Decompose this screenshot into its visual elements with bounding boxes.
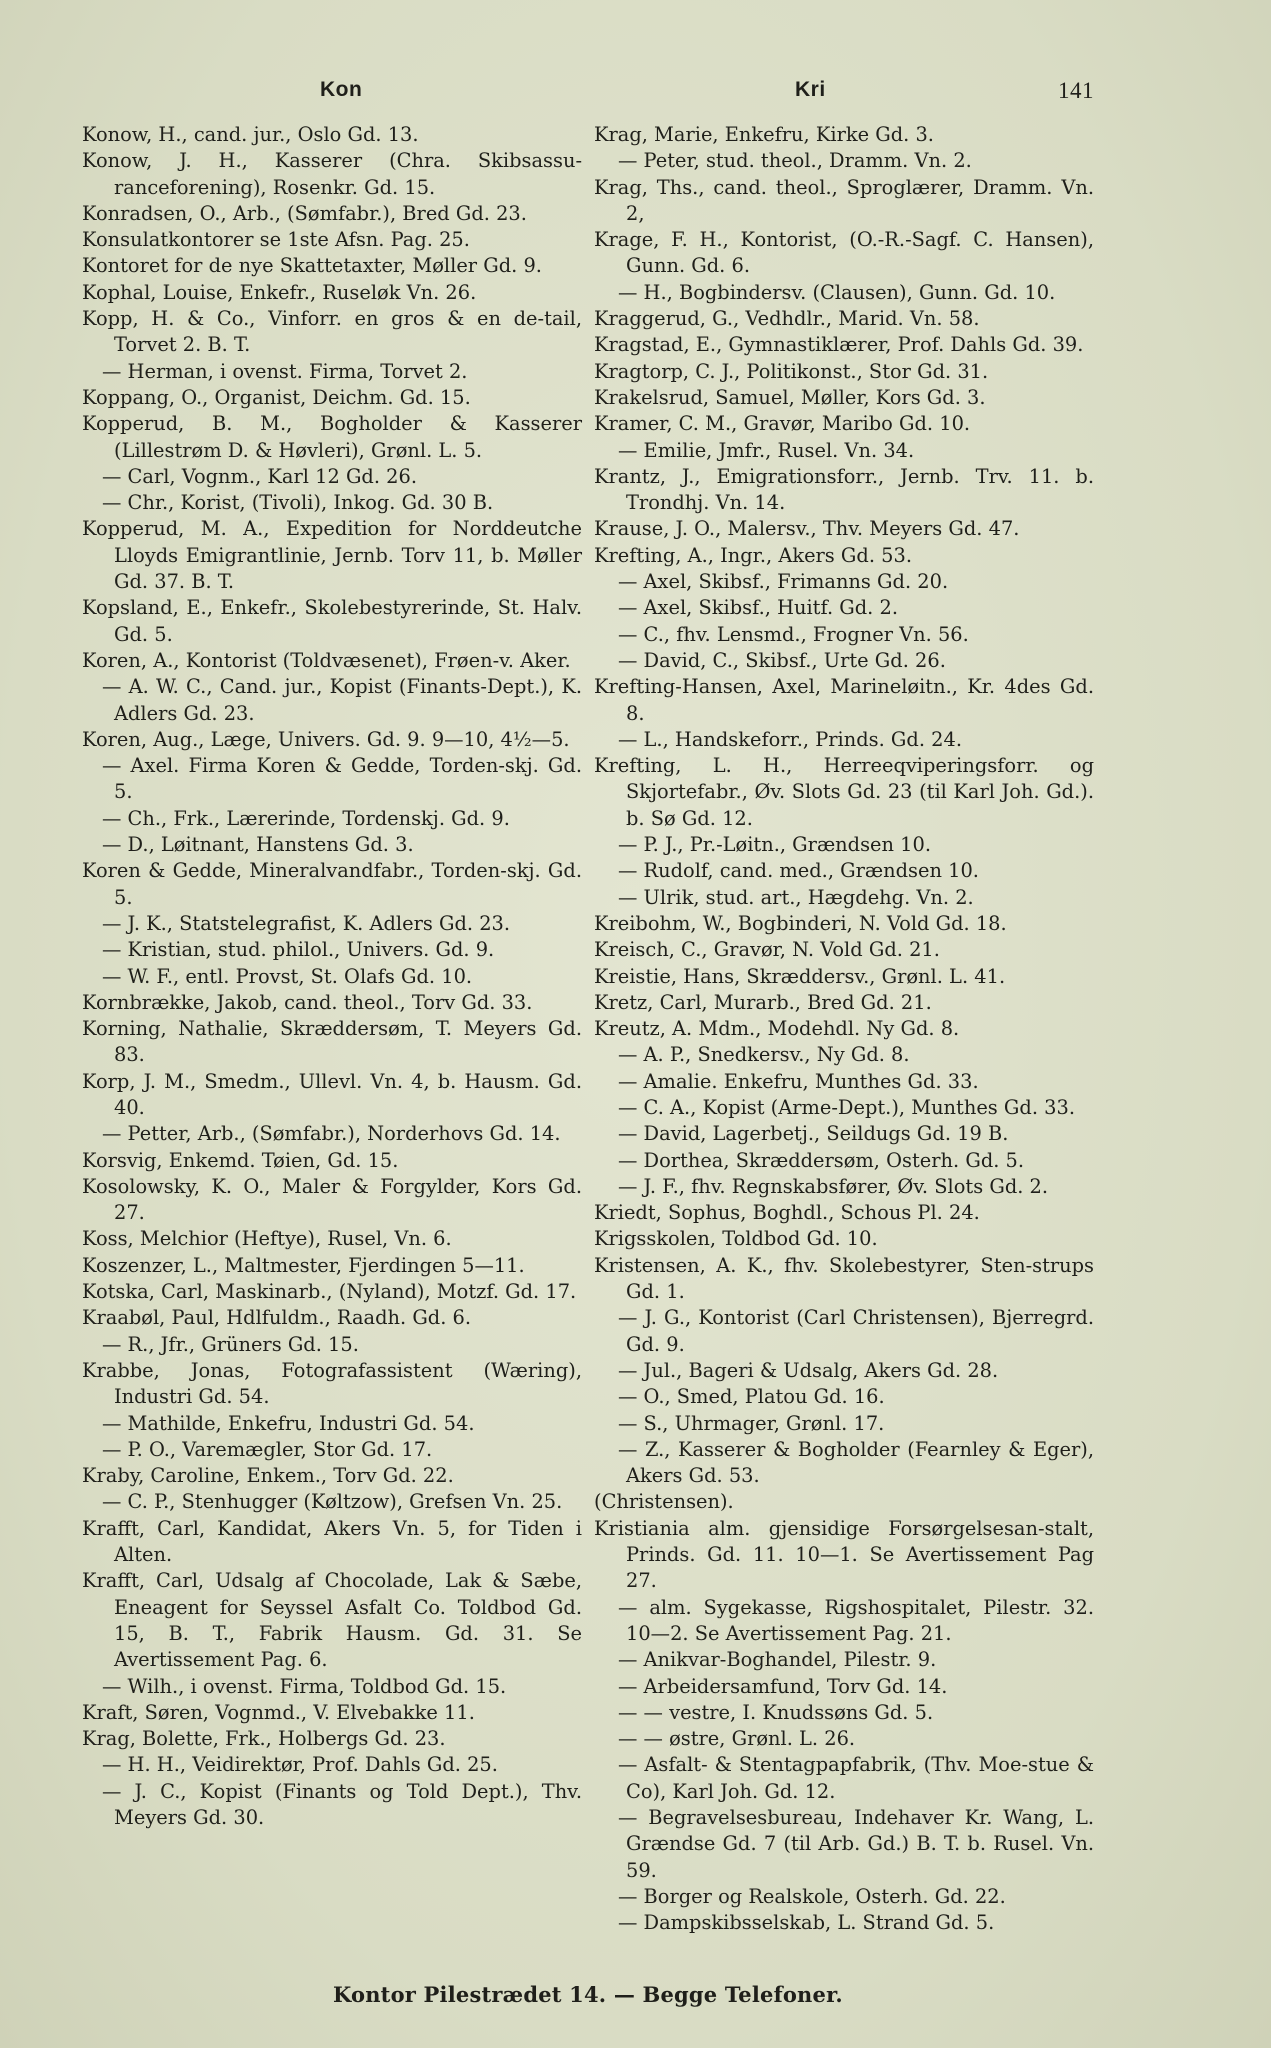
directory-entry: Kramer, C. M., Gravør, Maribo Gd. 10. xyxy=(594,412,971,436)
directory-entry: — C. P., Stenhugger (Køltzow), Grefsen Vn. 25. xyxy=(102,1490,563,1514)
directory-entry: Konradsen, O., Arb., (Sømfabr.), Bred Gd. 23. xyxy=(82,201,527,225)
directory-entry: — C., fhv. Lensmd., Frogner Vn. 56. xyxy=(618,622,969,646)
directory-entry: Krefting, A., Ingr., Akers Gd. 53. xyxy=(594,543,912,567)
directory-entry: — alm. Sygekasse, Rigshospitalet, Pilestr. 32. 10—2. Se Avertissement Pag. 21. xyxy=(618,1595,1094,1645)
directory-entry: Korning, Nathalie, Skræddersøm, T. Meyers Gd. 83. xyxy=(82,1017,582,1067)
directory-entry: Krag, Marie, Enkefru, Kirke Gd. 3. xyxy=(594,123,934,146)
directory-entry: — Arbeidersamfund, Torv Gd. 14. xyxy=(618,1674,948,1698)
directory-entry: — Carl, Vognm., Karl 12 Gd. 26. xyxy=(102,464,418,488)
directory-entry: Koszenzer, L., Maltmester, Fjerdingen 5—11. xyxy=(82,1253,525,1277)
directory-entry: — David, C., Skibsf., Urte Gd. 26. xyxy=(618,648,946,672)
directory-entry: — — vestre, I. Knudssøns Gd. 5. xyxy=(618,1700,934,1724)
directory-entry: — Begravelsesbureau, Indehaver Kr. Wang, L. Grændse Gd. 7 (til Arb. Gd.) B. T. b. Rusel. Vn. 59. xyxy=(618,1806,1094,1882)
directory-entry: — Z., Kasserer & Bogholder (Fearnley & Eger), Akers Gd. 53. xyxy=(618,1437,1094,1488)
directory-entry: — Peter, stud. theol., Dramm. Vn. 2. xyxy=(618,149,972,173)
running-head-right: Kri xyxy=(795,78,826,101)
directory-entry: Kragtorp, C. J., Politikonst., Stor Gd. 31. xyxy=(594,359,989,383)
directory-entry: — David, Lagerbetj., Seildugs Gd. 19 B. xyxy=(618,1122,1009,1146)
directory-entry: — Herman, i ovenst. Firma, Torvet 2. xyxy=(102,359,468,383)
directory-entry: Koren & Gedde, Mineralvandfabr., Torden-skj. Gd. 5. xyxy=(82,859,582,909)
directory-entry: Kreisch, C., Gravør, N. Vold Gd. 21. xyxy=(594,938,940,962)
directory-entry: — Mathilde, Enkefru, Industri Gd. 54. xyxy=(102,1411,475,1435)
directory-entry: Kopperud, B. M., Bogholder & Kasserer (Lillestrøm D. & Høvleri), Grønl. L. 5. xyxy=(82,412,582,462)
directory-entry: — Jul., Bageri & Udsalg, Akers Gd. 28. xyxy=(618,1358,999,1382)
directory-entry: Konsulatkontorer se 1ste Afsn. Pag. 25. xyxy=(82,228,470,252)
directory-entry: — H. H., Veidirektør, Prof. Dahls Gd. 25. xyxy=(102,1753,498,1777)
directory-entry: Kreibohm, W., Bogbinderi, N. Vold Gd. 18. xyxy=(594,911,1007,935)
directory-entry: — Kristian, stud. philol., Univers. Gd. 9. xyxy=(102,938,495,962)
directory-entry: — Ulrik, stud. art., Hægdehg. Vn. 2. xyxy=(618,885,974,909)
directory-entry: Krefting-Hansen, Axel, Marineløitn., Kr. 4des Gd. 8. xyxy=(594,675,1094,725)
directory-entry: — J. K., Statstelegrafist, K. Adlers Gd. 23. xyxy=(102,911,511,935)
directory-entry: Kophal, Louise, Enkefr., Ruseløk Vn. 26. xyxy=(82,280,477,304)
directory-entry: (Christensen). xyxy=(594,1490,734,1514)
directory-entry: — J. F., fhv. Regnskabsfører, Øv. Slots Gd. 2. xyxy=(618,1174,1049,1198)
directory-entry: — Emilie, Jmfr., Rusel. Vn. 34. xyxy=(618,438,915,462)
directory-entry: — Anikvar-Boghandel, Pilestr. 9. xyxy=(618,1648,937,1672)
directory-entry: — D., Løitnant, Hanstens Gd. 3. xyxy=(102,833,414,857)
directory-entry: Koren, Aug., Læge, Univers. Gd. 9. 9—10, 4½—5. xyxy=(82,727,570,751)
directory-entry: Krag, Ths., cand. theol., Sproglærer, Dramm. Vn. 2, xyxy=(594,175,1094,225)
directory-entry: — J. G., Kontorist (Carl Christensen), Bjerregrd. Gd. 9. xyxy=(618,1306,1094,1356)
running-head-left: Kon xyxy=(320,78,363,101)
directory-entry: Kraft, Søren, Vognmd., V. Elvebakke 11. xyxy=(82,1700,475,1724)
directory-entry: — Dorthea, Skræddersøm, Osterh. Gd. 5. xyxy=(618,1148,1025,1172)
directory-entry: — W. F., entl. Provst, St. Olafs Gd. 10. xyxy=(102,964,473,988)
directory-entry: Kriedt, Sophus, Boghdl., Schous Pl. 24. xyxy=(594,1201,980,1225)
left-column xyxy=(82,122,582,1831)
directory-entry: Kotska, Carl, Maskinarb., (Nyland), Motzf. Gd. 17. xyxy=(82,1280,577,1304)
directory-entry: — H., Bogbindersv. (Clausen), Gunn. Gd. 10. xyxy=(618,280,1056,304)
directory-entry: Krantz, J., Emigrationsforr., Jernb. Trv. 11. b. Trondhj. Vn. 14. xyxy=(594,464,1094,515)
directory-entry: Korsvig, Enkemd. Tøien, Gd. 15. xyxy=(82,1148,399,1172)
directory-entry: Kraggerud, G., Vedhdlr., Marid. Vn. 58. xyxy=(594,307,980,331)
directory-entry: — Ch., Frk., Lærerinde, Tordenskj. Gd. 9. xyxy=(102,806,510,830)
directory-entry: — C. A., Kopist (Arme-Dept.), Munthes Gd. 33. xyxy=(618,1095,1075,1119)
directory-entry: Kraby, Caroline, Enkem., Torv Gd. 22. xyxy=(82,1464,454,1488)
directory-entry: — R., Jfr., Grüners Gd. 15. xyxy=(102,1332,359,1356)
directory-entry: Krigsskolen, Toldbod Gd. 10. xyxy=(594,1227,878,1251)
directory-entry: — Wilh., i ovenst. Firma, Toldbod Gd. 15. xyxy=(102,1674,507,1698)
directory-entry: Kontoret for de nye Skattetaxter, Møller Gd. 9. xyxy=(82,254,542,278)
directory-entry: — Amalie. Enkefru, Munthes Gd. 33. xyxy=(618,1069,979,1093)
directory-entry: Krafft, Carl, Udsalg af Chocolade, Lak & Sæbe, Eneagent for Seyssel Asfalt Co. Toldbod Gd. 15, B. T., Fabrik Hausm. Gd. 31. Se Avertissement Pag. 6. xyxy=(82,1569,582,1672)
directory-entry: Kristensen, A. K., fhv. Skolebestyrer, Sten-strups Gd. 1. xyxy=(594,1253,1094,1304)
directory-entry: — — østre, Grønl. L. 26. xyxy=(618,1727,856,1751)
directory-entry: Kopp, H. & Co., Vinforr. en gros & en de-tail, Torvet 2. B. T. xyxy=(82,307,582,357)
directory-entry: Kreistie, Hans, Skræddersv., Grønl. L. 41. xyxy=(594,964,1006,988)
directory-entry: — A. P., Snedkersv., Ny Gd. 8. xyxy=(618,1043,910,1067)
directory-entry: Kretz, Carl, Murarb., Bred Gd. 21. xyxy=(594,990,932,1014)
directory-entry: Konow, J. H., Kasserer (Chra. Skibsassu-ranceforening), Rosenkr. Gd. 15. xyxy=(82,149,582,199)
directory-entry: Kopperud, M. A., Expedition for Norddeutche Lloyds Emigrantlinie, Jernb. Torv 11, b. Møller Gd. 37. B. T. xyxy=(82,517,582,594)
page-number: 141 xyxy=(1058,78,1094,103)
right-column xyxy=(594,122,1094,1936)
directory-entry: Krafft, Carl, Kandidat, Akers Vn. 5, for Tiden i Alten. xyxy=(82,1516,582,1567)
directory-entry: — Rudolf, cand. med., Grændsen 10. xyxy=(618,859,979,883)
directory-entry: — Axel, Skibsf., Frimanns Gd. 20. xyxy=(618,570,949,594)
directory-entry: Kristiania alm. gjensidige Forsørgelsesan-stalt, Prinds. Gd. 11. 10—1. Se Avertissement Pag 27. xyxy=(594,1516,1094,1593)
directory-entry: — Chr., Korist, (Tivoli), Inkog. Gd. 30 B. xyxy=(102,491,494,515)
directory-entry: Krage, F. H., Kontorist, (O.-R.-Sagf. C. Hansen), Gunn. Gd. 6. xyxy=(594,228,1094,278)
directory-entry: Koss, Melchior (Heftye), Rusel, Vn. 6. xyxy=(82,1227,452,1251)
directory-entry: Kreutz, A. Mdm., Modehdl. Ny Gd. 8. xyxy=(594,1017,960,1041)
directory-entry: — L., Handskeforr., Prinds. Gd. 24. xyxy=(618,727,962,751)
directory-entry: — Axel. Firma Koren & Gedde, Torden-skj. Gd. 5. xyxy=(102,754,582,804)
directory-entry: — P. O., Varemægler, Stor Gd. 17. xyxy=(102,1437,433,1461)
directory-entry: — P. J., Pr.-Løitn., Grændsen 10. xyxy=(618,833,931,857)
directory-entry: Kraabøl, Paul, Hdlfuldm., Raadh. Gd. 6. xyxy=(82,1306,472,1330)
page-footer: Kontor Pilestrædet 14. — Begge Telefoner. xyxy=(333,1982,843,2007)
directory-entry: Korp, J. M., Smedm., Ullevl. Vn. 4, b. Hausm. Gd. 40. xyxy=(82,1069,582,1119)
directory-entry: Krabbe, Jonas, Fotografassistent (Wæring), Industri Gd. 54. xyxy=(82,1358,582,1409)
directory-entry: Krefting, L. H., Herreeqviperingsforr. og Skjortefabr., Øv. Slots Gd. 23 (til Karl Joh. Gd.). b. Sø Gd. 12. xyxy=(594,754,1094,830)
directory-entry: Krag, Bolette, Frk., Holbergs Gd. 23. xyxy=(82,1727,446,1751)
directory-entry: — Dampskibsselskab, L. Strand Gd. 5. xyxy=(618,1911,995,1935)
directory-entry: Kosolowsky, K. O., Maler & Forgylder, Kors Gd. 27. xyxy=(82,1174,582,1225)
directory-entry: Krakelsrud, Samuel, Møller, Kors Gd. 3. xyxy=(594,385,986,409)
directory-entry: — Asfalt- & Stentagpapfabrik, (Thv. Moe-stue & Co), Karl Joh. Gd. 12. xyxy=(618,1753,1094,1803)
directory-entry: Kragstad, E., Gymnastiklærer, Prof. Dahls Gd. 39. xyxy=(594,333,1084,357)
directory-entry: Kornbrække, Jakob, cand. theol., Torv Gd. 33. xyxy=(82,990,533,1014)
directory-entry: Konow, H., cand. jur., Oslo Gd. 13. xyxy=(82,123,419,146)
directory-entry: — O., Smed, Platou Gd. 16. xyxy=(618,1385,885,1409)
directory-entry: — Petter, Arb., (Sømfabr.), Norderhovs Gd. 14. xyxy=(102,1122,561,1146)
directory-entry: — S., Uhrmager, Grønl. 17. xyxy=(618,1411,885,1435)
directory-entry: Koppang, O., Organist, Deichm. Gd. 15. xyxy=(82,385,471,409)
directory-entry: — A. W. C., Cand. jur., Kopist (Finants-Dept.), K. Adlers Gd. 23. xyxy=(102,675,582,725)
directory-entry: Krause, J. O., Malersv., Thv. Meyers Gd. 47. xyxy=(594,517,1020,541)
directory-entry: — Borger og Realskole, Osterh. Gd. 22. xyxy=(618,1884,1006,1908)
directory-entry: Kopsland, E., Enkefr., Skolebestyrerinde, St. Halv. Gd. 5. xyxy=(82,596,582,646)
directory-entry: — Axel, Skibsf., Huitf. Gd. 2. xyxy=(618,596,899,620)
directory-entry: Koren, A., Kontorist (Toldvæsenet), Frøen-v. Aker. xyxy=(82,648,571,672)
directory-entry: — J. C., Kopist (Finants og Told Dept.), Thv. Meyers Gd. 30. xyxy=(102,1779,582,1829)
